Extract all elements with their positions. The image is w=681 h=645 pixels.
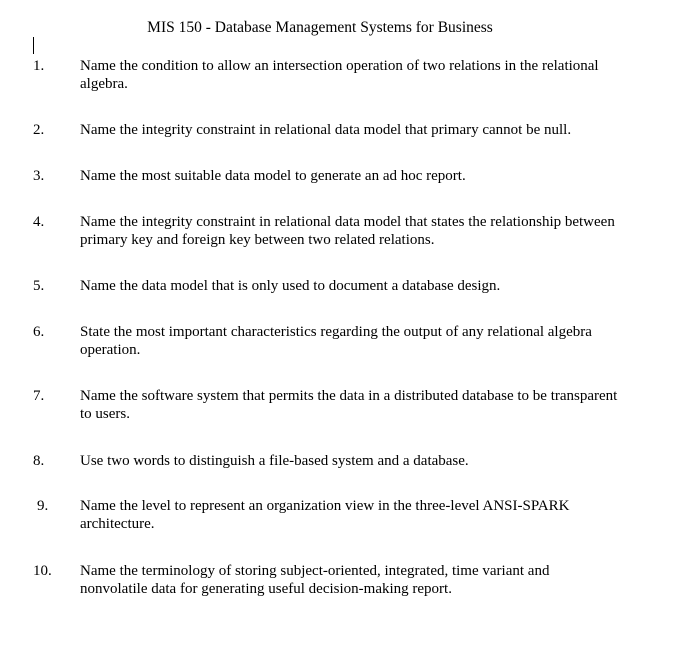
question-text: Use two words to distinguish a file-based system and a database. bbox=[80, 453, 469, 469]
question-number: 6. bbox=[33, 324, 45, 340]
question-number: 5. bbox=[33, 278, 45, 294]
question-text: Name the software system that permits the data in a distributed database to be transparent to users. bbox=[80, 388, 618, 422]
question-text: Name the most suitable data model to generate an ad hoc report. bbox=[80, 168, 466, 184]
question-number: 9. bbox=[37, 498, 49, 514]
question-text: Name the data model that is only used to document a database design. bbox=[80, 278, 501, 294]
question-text: Name the level to represent an organization view in the three-level ANSI-SPARK architecture. bbox=[80, 498, 570, 532]
question-text: Name the condition to allow an intersection operation of two relations in the relational algebra. bbox=[80, 58, 599, 92]
question-text: Name the integrity constraint in relational data model that states the relationship between primary key and foreign key between two related relations. bbox=[80, 214, 615, 248]
question-number: 7. bbox=[33, 388, 45, 404]
question-number: 8. bbox=[33, 453, 45, 469]
question-number: 10. bbox=[33, 563, 52, 579]
text-cursor bbox=[33, 37, 34, 54]
question-text: State the most important characteristics regarding the output of any relational algebra operation. bbox=[80, 324, 592, 358]
question-text: Name the terminology of storing subject-oriented, integrated, time variant and nonvolatile data for generating useful decision-making report. bbox=[80, 563, 550, 597]
question-number: 3. bbox=[33, 168, 45, 184]
question-number: 2. bbox=[33, 122, 45, 138]
question-number: 1. bbox=[33, 58, 45, 74]
document-title: MIS 150 - Database Management Systems for Business bbox=[147, 19, 493, 36]
question-number: 4. bbox=[33, 214, 45, 230]
question-text: Name the integrity constraint in relational data model that primary cannot be null. bbox=[80, 122, 572, 138]
